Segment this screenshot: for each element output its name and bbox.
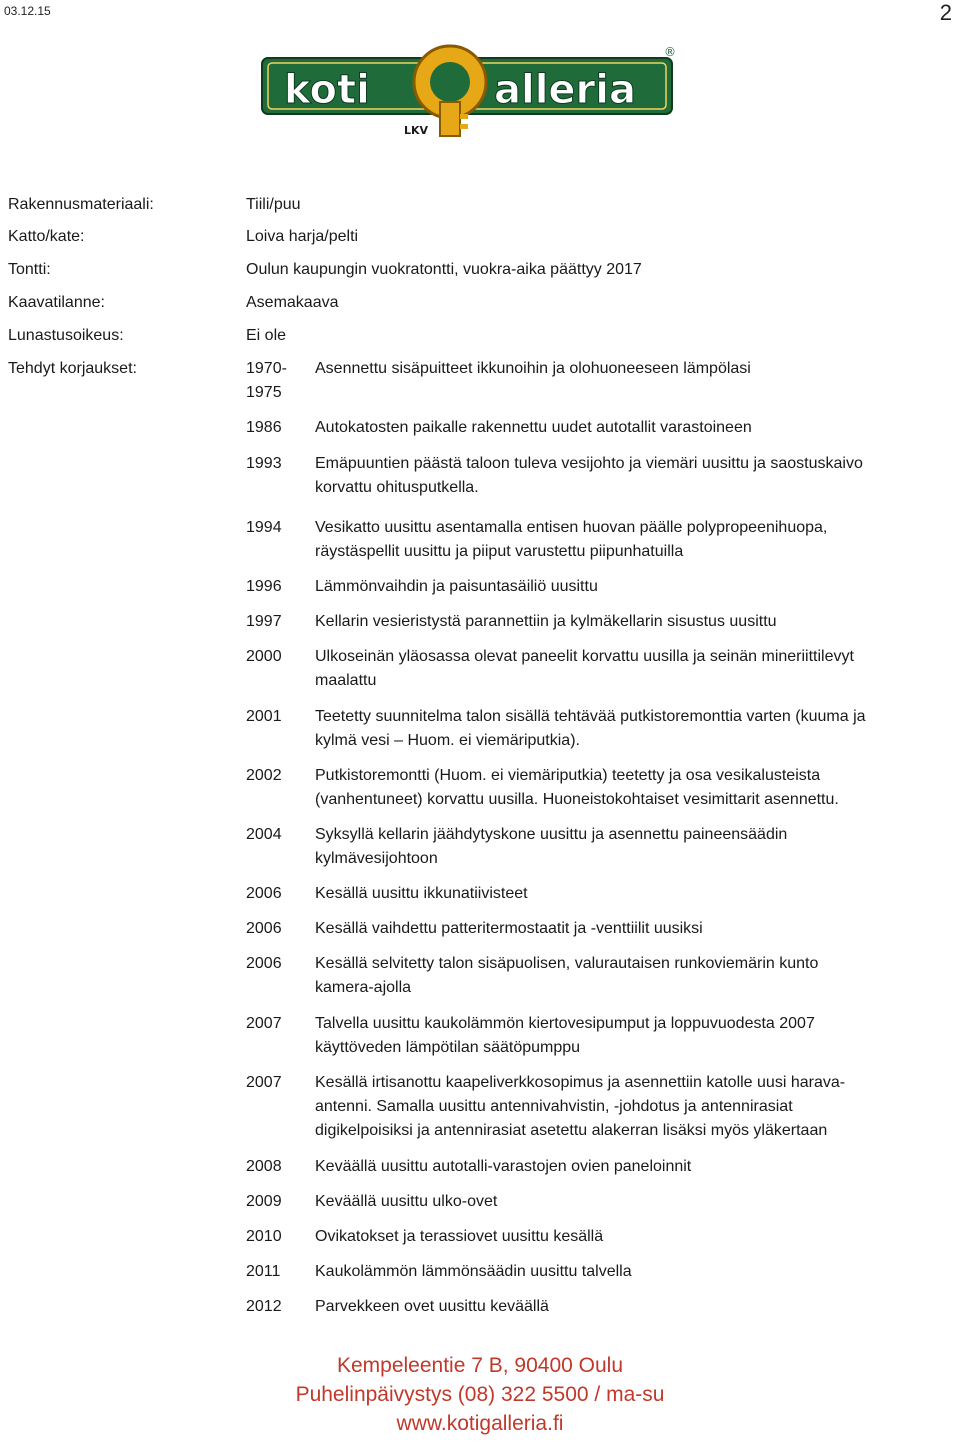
repair-year: 2009 bbox=[246, 1193, 282, 1210]
field-value-roof: Loiva harja/pelti bbox=[246, 228, 359, 245]
repair-text: Kesällä irtisanottu kaapeliverkkosopimus ja asennettiin katolle uusi harava- antenni. Samalla uusittu antennivahvistin, -johdotus ja antennirasiat digikelpoisiksi ja antennirasiat asetettu alakerran lisäksi myös yläkertaan bbox=[315, 1074, 846, 1139]
repair-year: 2000 bbox=[246, 648, 282, 665]
repair-text: Putkistoremontti (Huom. ei viemäriputkia) teetetty ja osa vesikalusteista (vanhentuneet) korvattu uusilla. Huoneistokohtaiset vesimittarit asennettu. bbox=[315, 767, 839, 808]
repair-text: Kesällä uusittu ikkunatiivisteet bbox=[315, 885, 528, 902]
field-label-redemption: Lunastusoikeus: bbox=[8, 327, 124, 344]
registered-mark: ® bbox=[664, 45, 676, 59]
repair-year: 2012 bbox=[246, 1298, 282, 1315]
svg-text:koti: koti bbox=[284, 67, 370, 113]
repair-text: Teetetty suunnitelma talon sisällä tehtävää putkistoremonttia varten (kuuma ja kylmä vesi – Huom. ei viemäriputkia). bbox=[315, 708, 866, 749]
field-value-plot: Oulun kaupungin vuokratontti, vuokra-aika päättyy 2017 bbox=[246, 261, 642, 278]
repair-year: 2006 bbox=[246, 920, 282, 937]
repair-year: 1994 bbox=[246, 519, 282, 536]
repair-year: 2007 bbox=[246, 1015, 282, 1032]
repair-text: Lämmönvaihdin ja paisuntasäiliö uusittu bbox=[315, 578, 598, 595]
footer-website[interactable]: www.kotigalleria.fi bbox=[396, 1412, 564, 1435]
field-label-repairs: Tehdyt korjaukset: bbox=[8, 360, 137, 377]
repair-text: Syksyllä kellarin jäähdytyskone uusittu ja asennettu paineensäädin kylmävesijohtoon bbox=[315, 826, 788, 867]
repair-year: 2006 bbox=[246, 955, 282, 972]
repair-text: Keväällä uusittu autotalli-varastojen ovien paneloinnit bbox=[315, 1158, 692, 1175]
repair-year: 2010 bbox=[246, 1228, 282, 1245]
repair-year: 2004 bbox=[246, 826, 282, 843]
logo-lkv: LKV bbox=[404, 124, 429, 137]
repair-year: 1986 bbox=[246, 419, 282, 436]
repair-year: 1970- 1975 bbox=[246, 360, 287, 401]
repair-year: 2011 bbox=[246, 1263, 281, 1280]
repair-year: 2002 bbox=[246, 767, 282, 784]
repair-text: Emäpuuntien päästä taloon tuleva vesijohto ja viemäri uusittu ja saostuskaivo korvattu ohitusputkella. bbox=[315, 455, 863, 496]
footer-phone: Puhelinpäivystys (08) 322 5500 / ma-su bbox=[295, 1383, 665, 1406]
repair-text: Ulkoseinän yläosassa olevat paneelit korvattu uusilla ja seinän mineriittilevyt maalattu bbox=[315, 648, 854, 689]
repair-text: Autokatosten paikalle rakennettu uudet autotallit varastoineen bbox=[315, 419, 752, 436]
field-label-roof: Katto/kate: bbox=[8, 228, 85, 245]
repair-year: 1996 bbox=[246, 578, 282, 595]
repair-text: Kesällä vaihdettu patteritermostaatit ja -venttiilit uusiksi bbox=[315, 920, 703, 937]
repair-year: 2006 bbox=[246, 885, 282, 902]
repair-text: Kellarin vesieristystä parannettiin ja kylmäkellarin sisustus uusittu bbox=[315, 613, 777, 630]
repair-year: 1997 bbox=[246, 613, 282, 630]
kotigalleria-logo bbox=[254, 40, 686, 140]
repair-text: Asennettu sisäpuitteet ikkunoihin ja olohuoneeseen lämpölasi bbox=[315, 360, 751, 377]
repair-text: Parvekkeen ovet uusittu keväällä bbox=[315, 1298, 549, 1315]
field-label-material: Rakennusmateriaali: bbox=[8, 196, 154, 213]
repair-text: Ovikatokset ja terassiovet uusittu kesällä bbox=[315, 1228, 604, 1245]
repair-text: Keväällä uusittu ulko-ovet bbox=[315, 1193, 498, 1210]
repair-year: 2007 bbox=[246, 1074, 282, 1091]
field-value-redemption: Ei ole bbox=[246, 327, 287, 344]
repair-year: 1993 bbox=[246, 455, 282, 472]
repair-text: Kesällä selvitetty talon sisäpuolisen, valurautaisen runkoviemärin kunto kamera-ajolla bbox=[315, 955, 819, 996]
repair-year: 2001 bbox=[246, 708, 282, 725]
field-value-material: Tiili/puu bbox=[246, 196, 301, 213]
page-number: 2 bbox=[939, 0, 952, 25]
svg-text:alleria: alleria bbox=[494, 67, 636, 113]
repair-year: 2008 bbox=[246, 1158, 282, 1175]
repair-text: Kaukolämmön lämmönsäädin uusittu talvella bbox=[315, 1263, 632, 1280]
repair-text: Talvella uusittu kaukolämmön kiertovesipumput ja loppuvuodesta 2007 käyttöveden lämpötilan säätöpumppu bbox=[315, 1015, 815, 1056]
repair-text: Vesikatto uusittu asentamalla entisen huovan päälle polypropeenihuopa, räystäspellit uusittu ja piiput varustettu piipunhatuilla bbox=[315, 519, 828, 560]
field-label-plot: Tontti: bbox=[8, 261, 51, 278]
print-date: 03.12.15 bbox=[4, 4, 51, 18]
field-value-zoning: Asemakaava bbox=[246, 294, 339, 311]
footer-address: Kempeleentie 7 B, 90400 Oulu bbox=[336, 1354, 624, 1377]
field-label-zoning: Kaavatilanne: bbox=[8, 294, 105, 311]
